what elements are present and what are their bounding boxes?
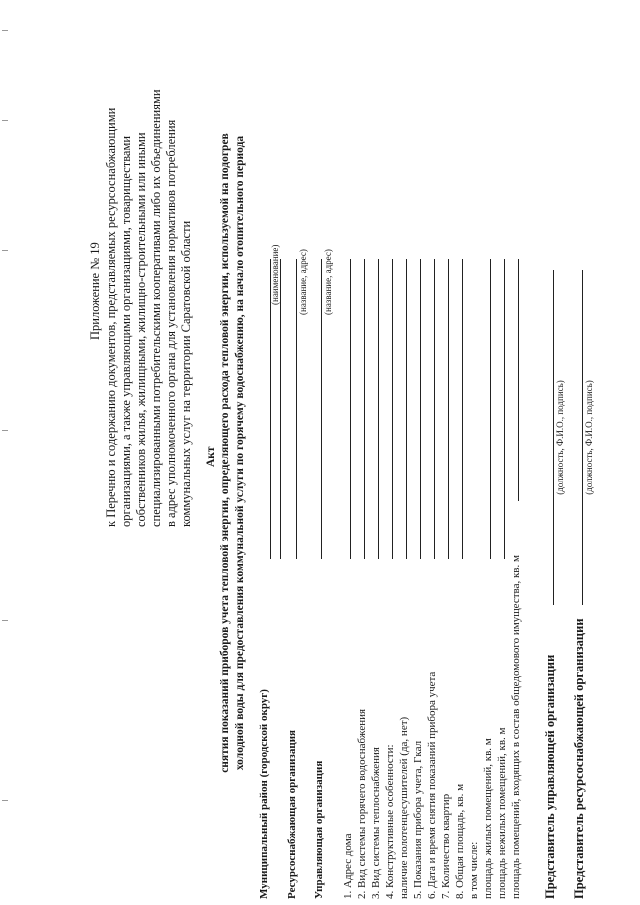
appendix-line: в адрес уполномоченного органа для установления нормативов потребления: [164, 119, 178, 527]
management-rep-caption: (должность, Ф.И.О., подпись): [555, 380, 565, 495]
field-line: [462, 259, 463, 559]
scan-margin-mark: [2, 250, 8, 251]
field-line: [406, 259, 407, 559]
management-org-line: [321, 259, 322, 559]
scan-margin-mark: [2, 430, 8, 431]
item-residential-area: площадь жилых помещений, кв. м: [482, 738, 494, 899]
act-heading: Акт: [205, 446, 217, 467]
resource-org-field-line: [280, 259, 281, 559]
item-house-address: 1. Адрес дома: [342, 833, 354, 899]
scan-margin-mark: [2, 120, 8, 121]
resource-rep-label: Представитель ресурсоснабжающей организации: [572, 618, 586, 899]
appendix-line: организациями, а также управляющими организациями, товариществами: [119, 135, 133, 527]
scan-margin-mark: [2, 800, 8, 801]
field-line: [518, 259, 519, 501]
resource-org-address-line: [296, 259, 297, 559]
caption-name: (наименование): [270, 244, 280, 305]
item-total-area: 8. Общая площадь, кв. м: [454, 783, 466, 899]
act-title-line: снятия показаний приборов учета тепловой энергии, определяющего расхода тепловой энергии, используемой на подогрев: [219, 133, 231, 773]
field-line: [364, 259, 365, 559]
caption-management-address: (название, адрес): [323, 249, 333, 315]
appendix-number: Приложение № 19: [88, 242, 102, 340]
appendix-line: специализированными потребительскими кооперативами либо их объединениями: [149, 89, 163, 527]
scan-margin-mark: [2, 30, 8, 31]
field-line: [434, 259, 435, 559]
resource-rep-caption: (должность, Ф.И.О., подпись): [584, 380, 594, 495]
item-apartments-count: 7. Количество квартир: [440, 793, 452, 899]
item-meter-readings: 5. Показания прибора учета, Гкал: [412, 740, 424, 899]
field-line: [392, 259, 393, 559]
management-rep-line: [553, 270, 554, 605]
field-line: [490, 259, 491, 559]
appendix-line: собственников жилья, жилищными, жилищно-строительными или иными: [134, 132, 148, 527]
appendix-line: к Перечню и содержанию документов, представляемых ресурсоснабжающими: [104, 107, 118, 527]
resource-org-label: Ресурсоснабжающая организация: [286, 730, 298, 899]
field-line: [420, 259, 421, 559]
item-hot-water-system: 2. Вид системы горячего водоснабжения: [356, 708, 368, 899]
scan-margin-mark: [2, 620, 8, 621]
item-reading-datetime: 6. Дата и время снятия показаний прибора учета: [426, 671, 438, 899]
resource-rep-line: [582, 270, 583, 605]
field-line: [350, 259, 351, 559]
item-construction-features: 4. Конструктивные особенности:: [384, 744, 396, 899]
field-line: [504, 259, 505, 559]
municipality-label: Муниципальный район (городской округ): [258, 689, 270, 899]
management-org-label: Управляющая организация: [313, 760, 325, 899]
item-common-property-area: площадь помещений, входящих в состав общедомового имущества, кв. м: [510, 555, 522, 899]
field-line: [378, 259, 379, 559]
item-including: в том числе:: [468, 841, 480, 899]
item-towel-dryers: наличие полотенцесушителей (да, нет): [398, 716, 410, 899]
management-rep-label: Представитель управляющей организации: [543, 654, 557, 899]
appendix-line: коммунальных услуг на территории Саратовской области: [179, 220, 193, 527]
item-heating-system: 3. Вид системы теплоснабжения: [370, 747, 382, 899]
item-nonresidential-area: площадь нежилых помещений, кв. м: [496, 727, 508, 899]
caption-name-address: (название, адрес): [298, 249, 308, 315]
field-line: [448, 259, 449, 559]
act-title-line: холодной воды для предоставления коммунальной услуги по горячему водоснабжению, на начало отопительного периода: [234, 135, 246, 771]
